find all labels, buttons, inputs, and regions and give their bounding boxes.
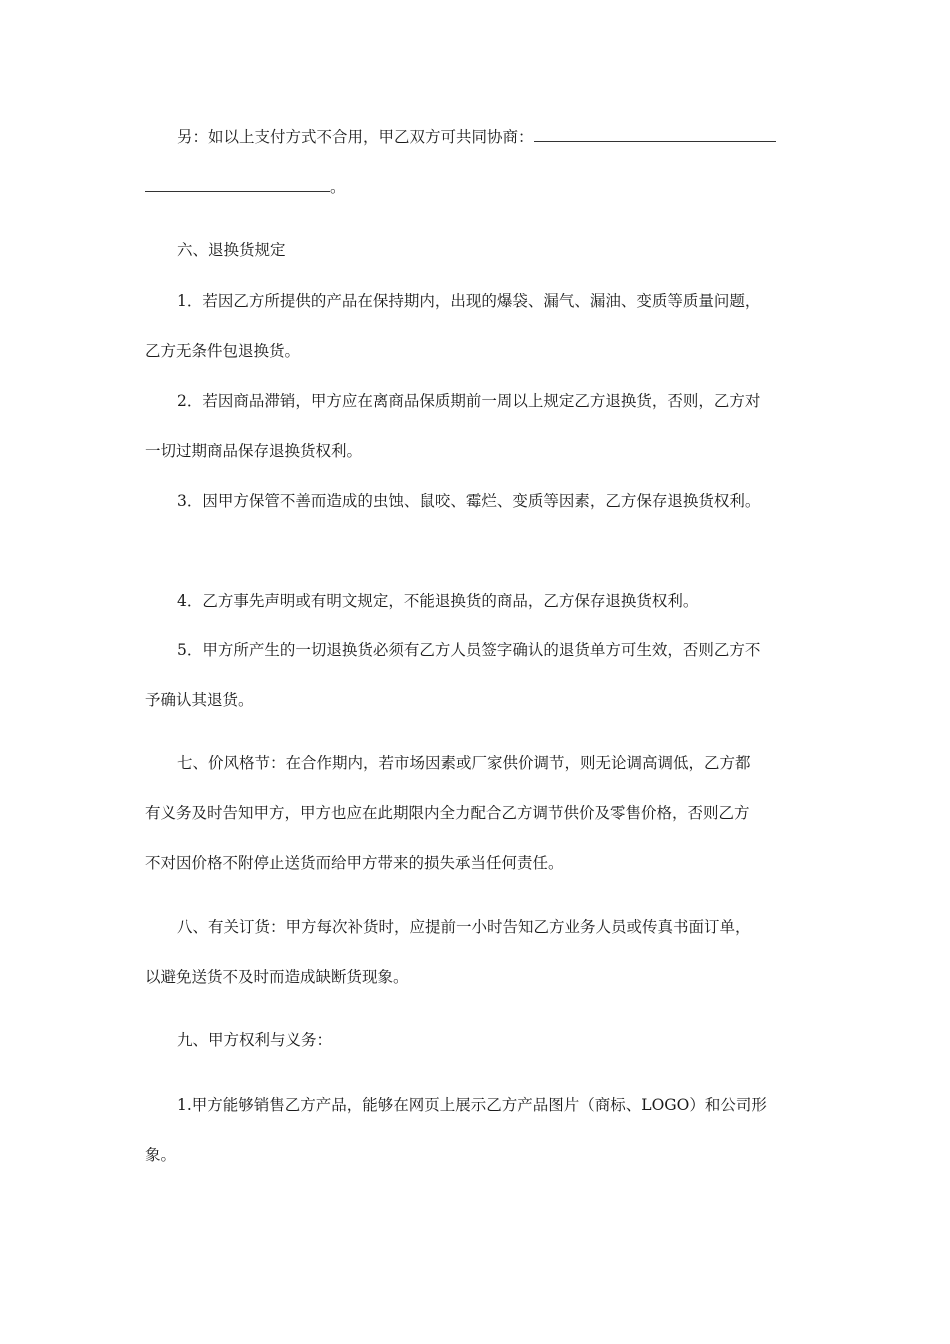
blank-fill-line — [145, 179, 330, 192]
negotiation-end: 。 — [330, 178, 346, 196]
negotiation-line-2 — [145, 177, 346, 197]
section8-line2: 以避免送货不及时而造成缺断货现象。 — [145, 968, 409, 986]
negotiation-text: 另：如以上支付方式不合用，甲乙双方可共同协商： — [177, 128, 534, 146]
section6-item3: 3．因甲方保管不善而造成的虫蚀、鼠咬、霉烂、变质等因素，乙方保存退换货权利。 — [177, 492, 761, 510]
section7-line3: 不对因价格不附停止送货而给甲方带来的损失承当任何责任。 — [145, 854, 564, 872]
blank-fill-line — [534, 129, 776, 142]
section6-item2-line2: 一切过期商品保存退换货权利。 — [145, 442, 363, 460]
section9-item1-line1: 1.甲方能够销售乙方产品，能够在网页上展示乙方产品图片（商标、LOGO）和公司形 — [177, 1096, 767, 1114]
section6-item5-line2: 予确认其退货。 — [145, 691, 254, 709]
section7-line2: 有义务及时告知甲方，甲方也应在此期限内全力配合乙方调节供价及零售价格，否则乙方 — [145, 804, 750, 822]
section8-line1: 八、有关订货：甲方每次补货时，应提前一小时告知乙方业务人员或传真书面订单， — [177, 918, 751, 936]
section9-heading: 九、甲方权利与义务： — [177, 1031, 333, 1049]
negotiation-line — [177, 127, 776, 147]
section6-item1-line2: 乙方无条件包退换货。 — [145, 342, 301, 360]
section6-item5-line1: 5．甲方所产生的一切退换货必须有乙方人员签字确认的退货单方可生效，否则乙方不 — [177, 641, 761, 659]
section6-item2-line1: 2．若因商品滞销，甲方应在离商品保质期前一周以上规定乙方退换货，否则，乙方对 — [177, 392, 761, 410]
section6-item4: 4．乙方事先声明或有明文规定，不能退换货的商品，乙方保存退换货权利。 — [177, 592, 699, 610]
section6-heading: 六、退换货规定 — [177, 241, 286, 259]
section9-item1-line2: 象。 — [145, 1146, 177, 1164]
section7-line1: 七、价风格节：在合作期内，若市场因素或厂家供价调节，则无论调高调低，乙方都 — [177, 754, 751, 772]
section6-item1-line1: 1．若因乙方所提供的产品在保持期内，出现的爆袋、漏气、漏油、变质等质量问题， — [177, 292, 761, 310]
